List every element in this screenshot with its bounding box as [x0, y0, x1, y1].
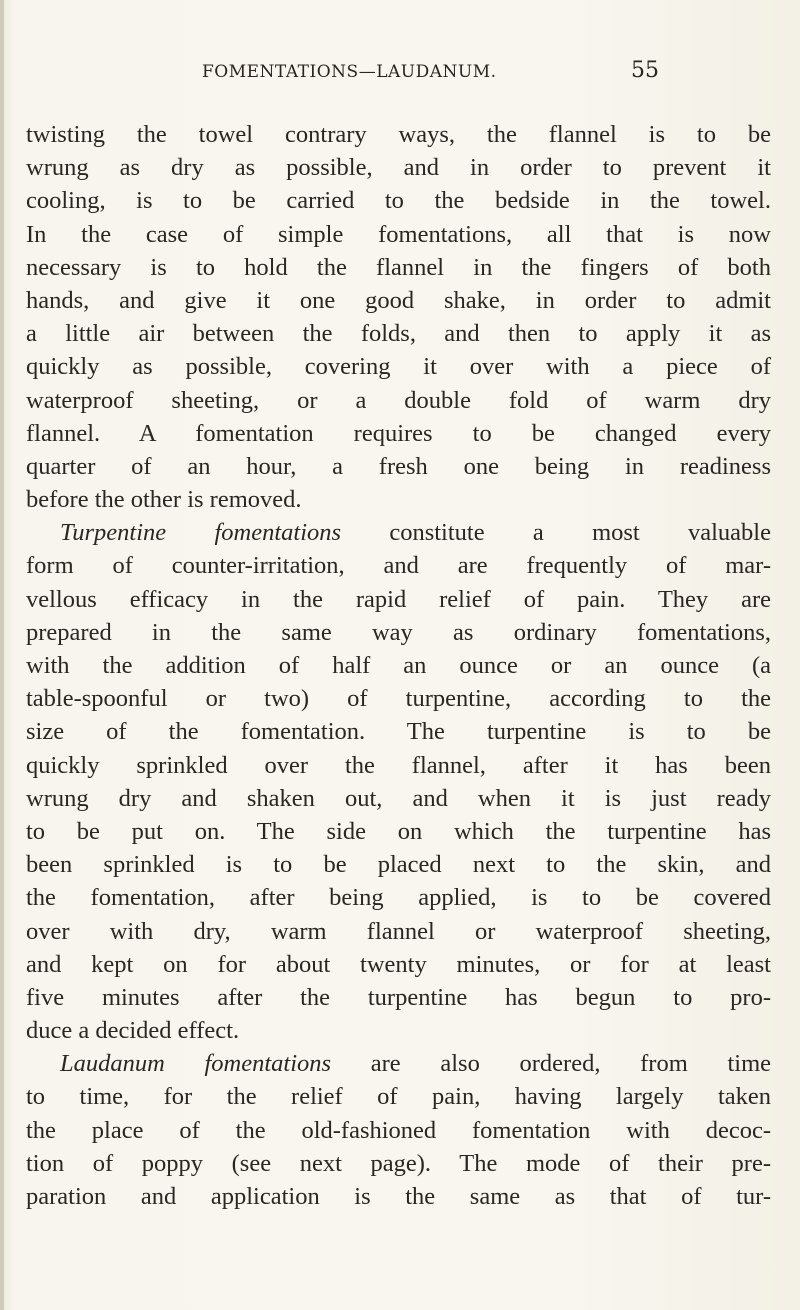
text-line: wrung dry and shaken out, and when it is just ready	[26, 784, 771, 812]
italic-term-laudanum: Laudanum fomentations	[60, 1050, 332, 1078]
text-line: five minutes after the turpentine has begun to pro-	[26, 983, 771, 1011]
text-line: a little air between the folds, and then to apply it as	[26, 320, 771, 348]
text-line: wrung as dry as possible, and in order to prevent it	[26, 154, 771, 182]
text-line: vellous efficacy in the rapid relief of pain. They are	[26, 585, 771, 613]
text-line-lead	[26, 516, 771, 549]
running-head	[0, 58, 800, 88]
text-line: In the case of simple fomentations, all that is now	[26, 220, 771, 248]
paragraph-1	[26, 118, 771, 516]
text-line: quarter of an hour, a fresh one being in readiness	[26, 452, 771, 480]
page-number: 55	[631, 58, 659, 83]
text-line: flannel. A fomentation requires to be changed every	[26, 419, 771, 447]
lead-text: constitute a most valuable	[341, 519, 771, 547]
text-line: to be put on. The side on which the turpentine has	[26, 817, 771, 845]
text-line-lead	[26, 1047, 771, 1080]
text-line: the place of the old-fashioned fomentation with decoc-	[26, 1116, 771, 1144]
text-line: hands, and give it one good shake, in order to admit	[26, 286, 771, 314]
text-line: prepared in the same way as ordinary fomentations,	[26, 618, 771, 646]
text-line: with the addition of half an ounce or an ounce (a	[26, 652, 771, 679]
text-line: over with dry, warm flannel or waterproof sheeting,	[26, 917, 771, 945]
text-line: table-spoonful or two) of turpentine, according to the	[26, 685, 771, 713]
page-binding-edge	[0, 0, 4, 1310]
lead-text: are also ordered, from time	[331, 1050, 772, 1078]
text-line: cooling, is to be carried to the bedside in the towel.	[26, 187, 771, 215]
text-line: twisting the towel contrary ways, the flannel is to be	[26, 121, 771, 148]
text-line: waterproof sheeting, or a double fold of warm dry	[26, 386, 771, 414]
text-line: duce a decided effect.	[26, 1017, 240, 1045]
text-line: quickly sprinkled over the flannel, after it has been	[26, 751, 771, 779]
running-head-title: FOMENTATIONS—LAUDANUM.	[202, 62, 497, 82]
text-line: before the other is removed.	[26, 486, 302, 514]
text-line: form of counter-irritation, and are frequently of mar-	[26, 552, 771, 580]
text-line: the fomentation, after being applied, is to be covered	[26, 884, 771, 912]
text-line: to time, for the relief of pain, having largely taken	[26, 1083, 771, 1111]
paragraph-3	[26, 1047, 771, 1213]
text-line: paration and application is the same as that of tur-	[26, 1183, 771, 1210]
text-line: quickly as possible, covering it over with a piece of	[26, 353, 771, 381]
paragraph-2	[26, 516, 771, 1047]
text-line: and kept on for about twenty minutes, or for at least	[26, 950, 771, 978]
text-line: tion of poppy (see next page). The mode of their pre-	[26, 1149, 771, 1177]
text-line: size of the fomentation. The turpentine is to be	[26, 718, 771, 746]
text-line: been sprinkled is to be placed next to the skin, and	[26, 851, 771, 879]
text-line: necessary is to hold the flannel in the fingers of both	[26, 253, 771, 281]
italic-term-turpentine: Turpentine fomentations	[60, 519, 342, 547]
body-text	[26, 118, 771, 1213]
